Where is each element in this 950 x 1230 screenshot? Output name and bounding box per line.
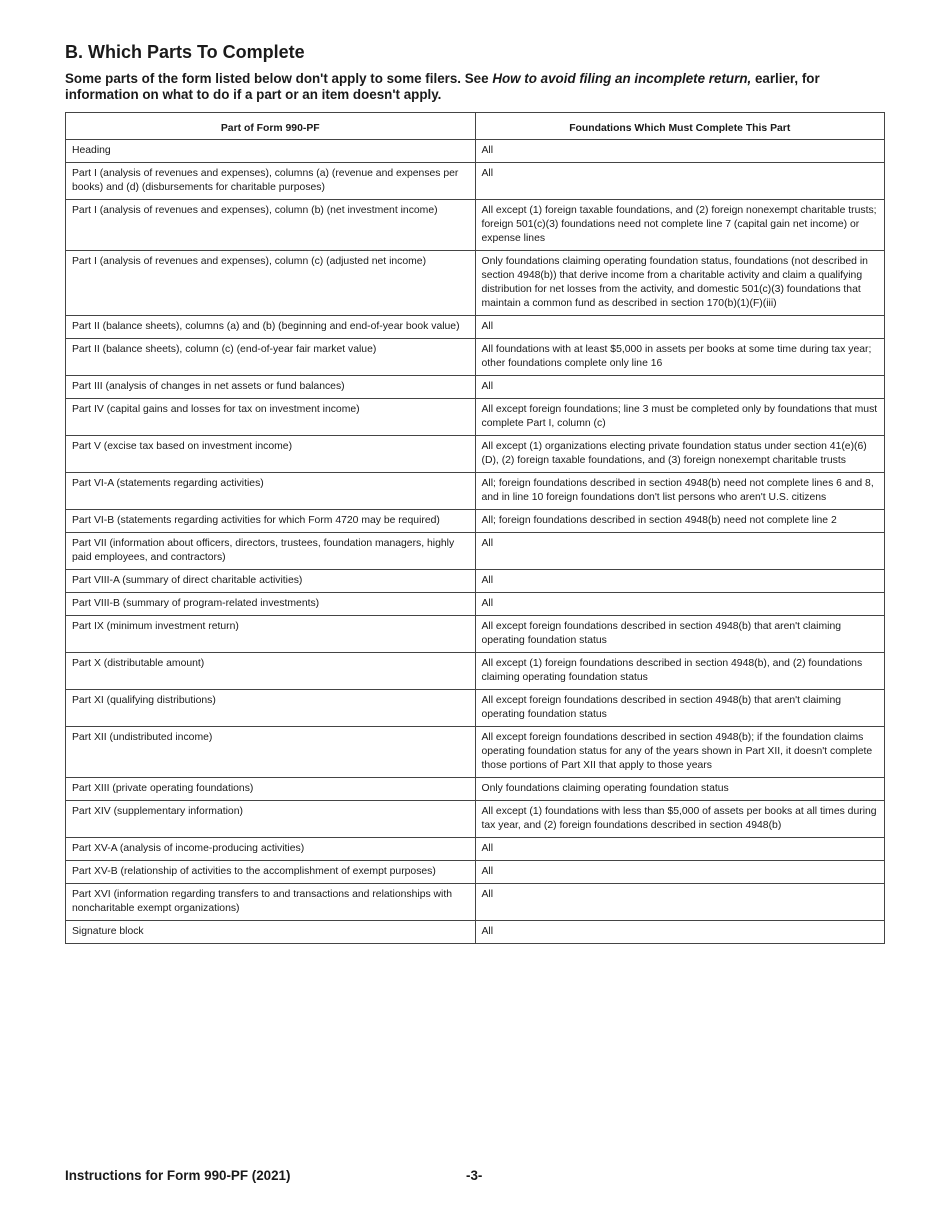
foundations-cell: All [475,884,885,921]
table-row [66,533,885,570]
column-header-part: Part of Form 990-PF [66,113,476,140]
table-row [66,140,885,163]
part-cell: Part V (excise tax based on investment income) [66,436,476,473]
part-cell: Signature block [66,921,476,944]
intro-text-end: earlier, for information on what to do if a part or an item doesn't apply. [65,71,820,102]
table-row [66,861,885,884]
foundations-cell: All foundations with at least $5,000 in assets per books at some time during tax year; other foundations complete only line 16 [475,339,885,376]
foundations-cell: All [475,376,885,399]
part-cell: Part XV-B (relationship of activities to the accomplishment of exempt purposes) [66,861,476,884]
table-row [66,316,885,339]
table-body [66,140,885,944]
foundations-cell: All [475,533,885,570]
part-cell: Part XIII (private operating foundations) [66,778,476,801]
part-cell: Part XIV (supplementary information) [66,801,476,838]
table-row [66,653,885,690]
page-number: -3- [466,1168,483,1183]
foundations-cell: All [475,316,885,339]
foundations-cell: All except (1) foreign taxable foundations, and (2) foreign nonexempt charitable trusts; foreign 501(c)(3) foundations need not complete line 7 (capital gain net income) or expense lines [475,200,885,251]
part-cell: Part I (analysis of revenues and expenses), column (c) (adjusted net income) [66,251,476,316]
foundations-cell: All except foreign foundations described in section 4948(b) that aren't claiming operating foundation status [475,690,885,727]
part-cell: Part IX (minimum investment return) [66,616,476,653]
part-cell: Part II (balance sheets), column (c) (end-of-year fair market value) [66,339,476,376]
part-cell: Part X (distributable amount) [66,653,476,690]
table-row [66,838,885,861]
table-row [66,251,885,316]
part-cell: Part VI-A (statements regarding activities) [66,473,476,510]
foundations-cell: All [475,140,885,163]
table-row [66,690,885,727]
table-row [66,163,885,200]
intro-reference: How to avoid filing an incomplete return, [492,71,752,86]
part-cell: Part VIII-B (summary of program-related investments) [66,593,476,616]
part-cell: Part VIII-A (summary of direct charitable activities) [66,570,476,593]
part-cell: Part I (analysis of revenues and expenses), columns (a) (revenue and expenses per books) and (d) (disbursements for charitable purposes) [66,163,476,200]
foundations-cell: All except foreign foundations described in section 4948(b); if the foundation claims operating foundation status for any of the years shown in Part XII, it doesn't complete those portions of Part XII that apply to those years [475,727,885,778]
part-cell: Part XI (qualifying distributions) [66,690,476,727]
part-cell: Heading [66,140,476,163]
table-row [66,616,885,653]
part-cell: Part VII (information about officers, directors, trustees, foundation managers, highly paid employees, and contractors) [66,533,476,570]
column-header-foundations: Foundations Which Must Complete This Part [475,113,885,140]
table-row [66,727,885,778]
table-row [66,884,885,921]
foundations-cell: All [475,838,885,861]
foundations-cell: All; foreign foundations described in section 4948(b) need not complete line 2 [475,510,885,533]
table-row [66,570,885,593]
intro-text-start: Some parts of the form listed below don't apply to some filers. See [65,71,493,86]
table-row [66,921,885,944]
footer-form-title: Instructions for Form 990-PF (2021) [65,1168,291,1183]
part-cell: Part II (balance sheets), columns (a) and (b) (beginning and end-of-year book value) [66,316,476,339]
table-row [66,593,885,616]
table-row [66,200,885,251]
part-cell: Part I (analysis of revenues and expenses), column (b) (net investment income) [66,200,476,251]
table-row [66,399,885,436]
foundations-cell: All except foreign foundations described in section 4948(b) that aren't claiming operating foundation status [475,616,885,653]
foundations-cell: All except (1) organizations electing private foundation status under section 41(e)(6)(D), (2) foreign taxable foundations, and (3) foreign nonexempt charitable trusts [475,436,885,473]
table-row [66,436,885,473]
foundations-cell: All [475,570,885,593]
intro-paragraph [65,71,885,103]
part-cell: Part IV (capital gains and losses for tax on investment income) [66,399,476,436]
section-title: B. Which Parts To Complete [65,42,305,62]
foundations-cell: All except foreign foundations; line 3 must be completed only by foundations that must complete Part I, column (c) [475,399,885,436]
table-row [66,510,885,533]
part-cell: Part VI-B (statements regarding activities for which Form 4720 may be required) [66,510,476,533]
foundations-cell: All [475,921,885,944]
foundations-cell: All except (1) foreign foundations described in section 4948(b), and (2) foundations claiming operating foundation status [475,653,885,690]
foundations-cell: All [475,593,885,616]
table-row [66,339,885,376]
part-cell: Part XV-A (analysis of income-producing activities) [66,838,476,861]
foundations-cell: All except (1) foundations with less than $5,000 of assets per books at all times during tax year, and (2) foreign foundations described in section 4948(b) [475,801,885,838]
foundations-cell: Only foundations claiming operating foundation status, foundations (not described in section 4948(b)) that derive income from a charitable activity and claim a qualifying distribution for net losses from the activity, and domestic 501(c)(3) foundations that maintain a common fund as described in section 170(b)(1)(F)(iii) [475,251,885,316]
part-cell: Part XVI (information regarding transfers to and transactions and relationships with noncharitable exempt organizations) [66,884,476,921]
table-row [66,473,885,510]
foundations-cell: All [475,861,885,884]
part-cell: Part III (analysis of changes in net assets or fund balances) [66,376,476,399]
table-row [66,376,885,399]
foundations-cell: All; foreign foundations described in section 4948(b) need not complete lines 6 and 8, and in line 10 foreign foundations don't list persons who aren't U.S. citizens [475,473,885,510]
table-row [66,801,885,838]
table-row [66,778,885,801]
parts-table [65,112,885,944]
foundations-cell: Only foundations claiming operating foundation status [475,778,885,801]
part-cell: Part XII (undistributed income) [66,727,476,778]
foundations-cell: All [475,163,885,200]
table-header-row [66,113,885,140]
